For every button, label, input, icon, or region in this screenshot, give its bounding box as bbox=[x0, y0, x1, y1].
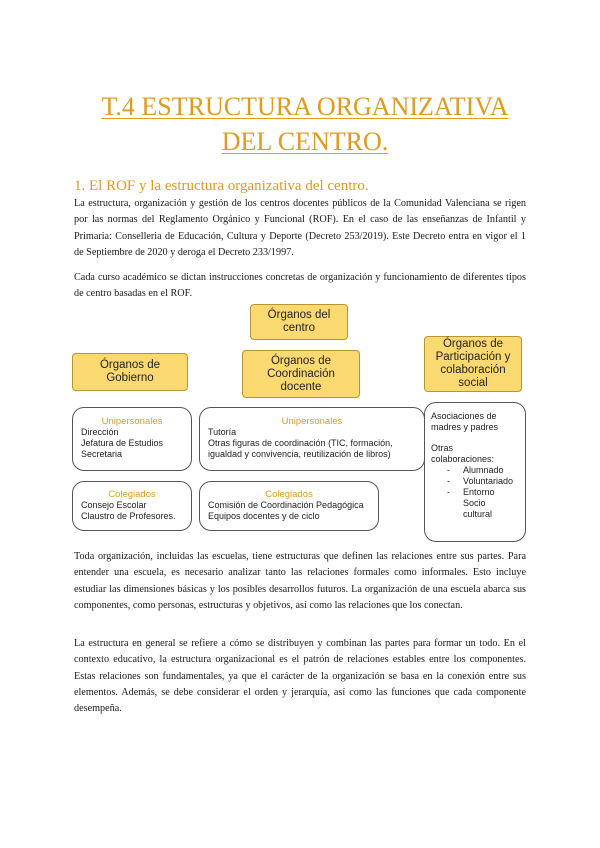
participacion-label: Órganos de Participación y colaboración social bbox=[435, 338, 511, 389]
list-item: Comisión de Coordinación Pedagógica bbox=[208, 500, 364, 510]
coordinacion-colegiados-head: Colegiados bbox=[265, 489, 313, 500]
list-item: Jefatura de Estudios bbox=[81, 438, 164, 448]
list-item: Claustro de Profesores. bbox=[81, 511, 176, 521]
section-heading: 1. El ROF y la estructura organizativa del centro. bbox=[74, 178, 369, 194]
list-item: - Alumnado bbox=[447, 465, 504, 475]
list-item: - Voluntariado bbox=[447, 476, 514, 486]
gobierno-label: Órganos de Gobierno bbox=[99, 359, 161, 384]
gobierno-unipersonales-box bbox=[72, 407, 192, 471]
title-line-2: DEL CENTRO. bbox=[221, 127, 389, 157]
gobierno-unipersonales-head: Unipersonales bbox=[101, 416, 163, 427]
root-box bbox=[250, 304, 348, 340]
paragraph-estructura-general: La estructura en general se refiere a cómo se distribuyen y combinan las partes para formar un todo. En el contexto educativo, la estructura organizacional es el patrón de relaciones estables entre los componentes. Estas relaciones son fundamentales, ya que el carácter de la organización se basa en la conexión entre sus elementos. Además, se debe considerar el orden y jerarquía, así como las funciones que cada componente desempeña. bbox=[74, 638, 526, 715]
gobierno-colegiados-head: Colegiados bbox=[108, 489, 156, 500]
paragraph-instrucciones: Cada curso académico se dictan instrucciones concretas de organización y funcionamiento de diferentes tipos de centro basadas en el ROF. bbox=[74, 272, 526, 300]
list-item: Otras figuras de coordinación (TIC, formación, igualdad y convivencia, reutilización de libros) bbox=[208, 438, 393, 459]
page-title bbox=[60, 89, 550, 159]
list-item: Dirección bbox=[81, 427, 119, 437]
list-item: Consejo Escolar bbox=[81, 500, 147, 510]
list-item: Tutoría bbox=[208, 427, 237, 437]
title-line-1: T.4 ESTRUCTURA ORGANIZATIVA bbox=[101, 92, 509, 122]
root-label: Órganos del centro bbox=[267, 309, 331, 334]
coordinacion-box bbox=[242, 350, 360, 398]
participacion-box bbox=[424, 336, 522, 392]
paragraph-estructuras: Toda organización, incluidas las escuelas, tiene estructuras que definen las relaciones entre sus partes. Para entender una escuela, es necesario analizar tanto las relaciones formales como informales. Esto incluye estudiar las dimensiones básicas y los posibles desarrollos futuros. La organización de una escuela abarca sus componentes, como personas, estructuras y objetivos, así como las relaciones que los conectan. bbox=[74, 551, 526, 611]
coordinacion-label: Órganos de Coordinación docente bbox=[267, 354, 335, 393]
paragraph-rof: La estructura, organización y gestión de los centros docentes públicos de la Comunidad Valenciana se rigen por las normas del Reglamento Orgánico y Funcional (ROF). En el caso de las enseñanzas de Infantil y Primaria: Conselleria de Educación, Cultura y Deporte (Decreto 253/2019). Este Decreto entra en vigor el 1 de Septiembre de 2020 y deroga el Decreto 233/1997. bbox=[74, 198, 526, 258]
list-item: - Entorno Socio cultural bbox=[447, 487, 495, 519]
coordinacion-unipersonales-box bbox=[199, 407, 425, 471]
coordinacion-colegiados-box bbox=[199, 481, 379, 531]
otras-label: Otras colaboraciones: bbox=[431, 443, 495, 464]
gobierno-box bbox=[72, 353, 188, 391]
gobierno-colegiados-box bbox=[72, 481, 192, 531]
list-item: Secretaria bbox=[81, 449, 123, 459]
list-item: Equipos docentes y de ciclo bbox=[208, 511, 320, 521]
asociaciones-text: Asociaciones de madres y padres bbox=[431, 411, 499, 432]
participacion-details-box bbox=[424, 402, 526, 542]
coordinacion-unipersonales-head: Unipersonales bbox=[281, 416, 343, 427]
